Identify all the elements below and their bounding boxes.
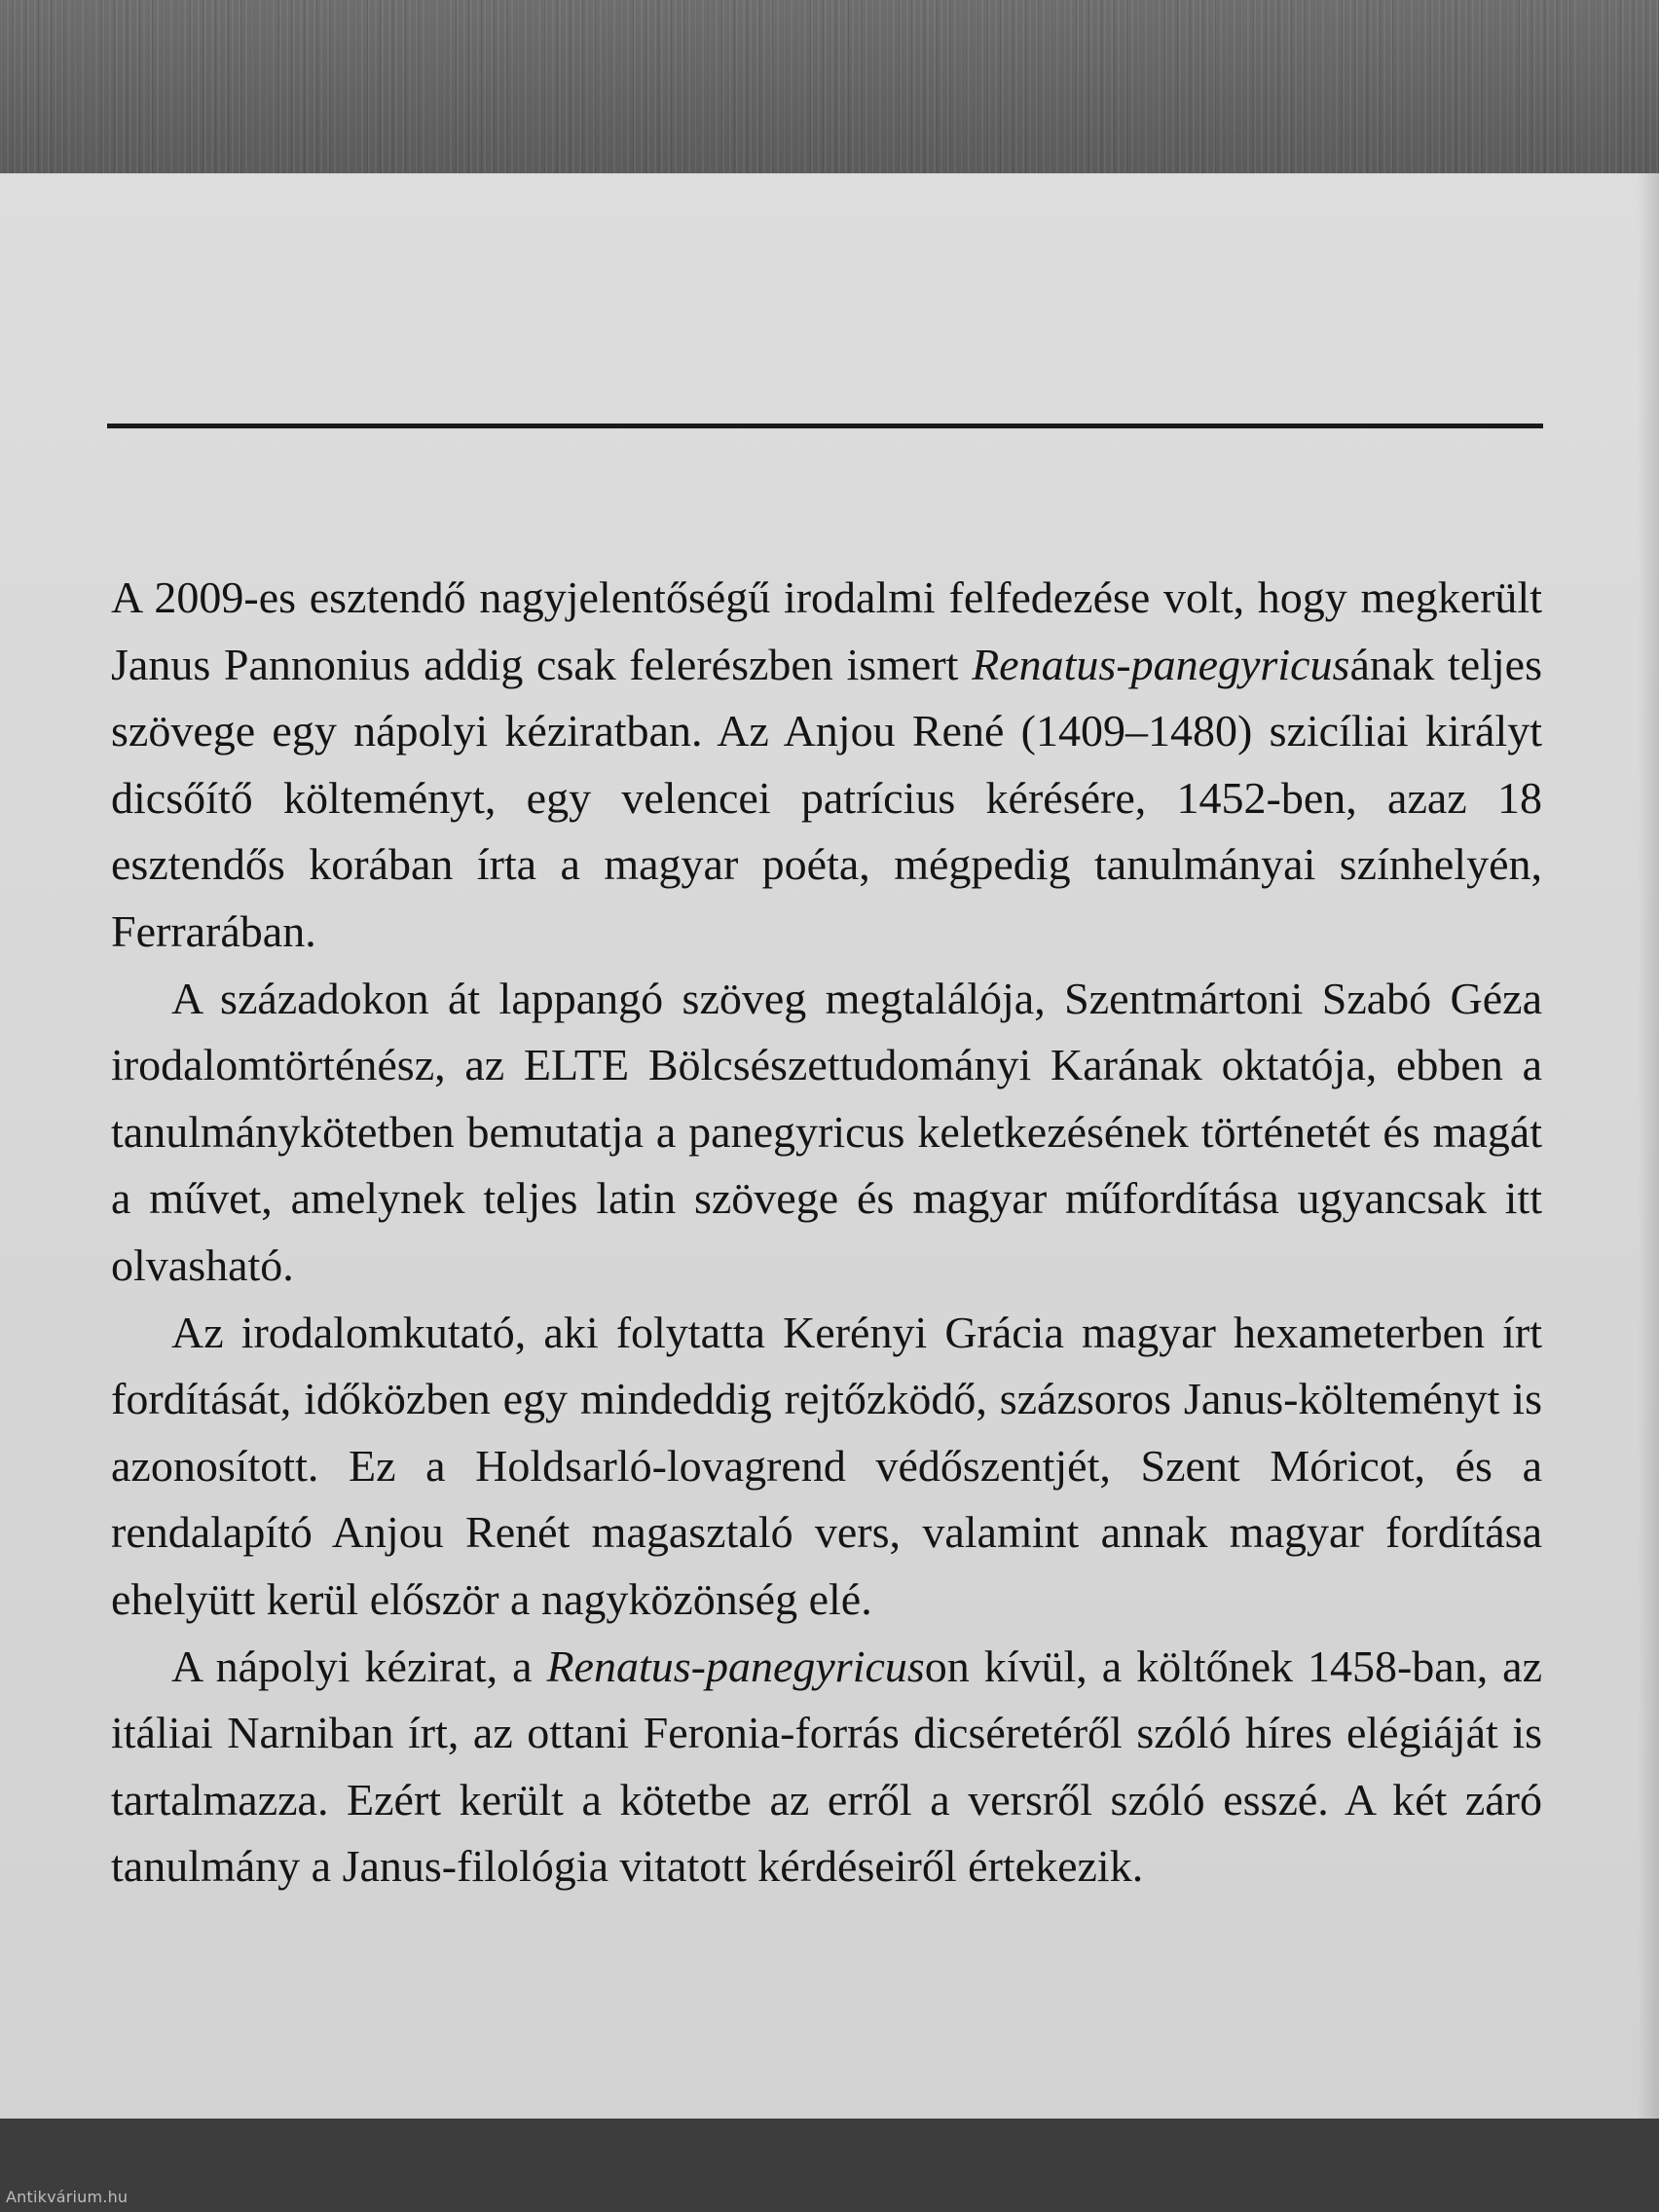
- paragraph-4-text-b: on kívül, a költőnek 1458-ban, az itáliai Narniban írt, az ottani Feronia-forrás dicséretéről szóló híres elégiáját is tartalmazza. Ezért került a kötetbe az erről a versről szóló esszé. A két záró tanulmány a Janus-filológia vitatott kérdéseiről értekezik.: [111, 1641, 1542, 1892]
- blurb-text: [111, 565, 1542, 1900]
- paragraph-1-text-a: A 2009-es esztendő nagyjelentőségű irodalmi felfedezése volt, hogy megkerült Janus Pannonius addig csak felerészben ismert: [111, 572, 1542, 689]
- page-edge-shadow: [1638, 173, 1659, 2119]
- watermark-text: Antikvárium.hu: [6, 2188, 129, 2206]
- paragraph-1: [111, 565, 1542, 966]
- paragraph-1-text-b: ának teljes szövege egy nápolyi kéziratban. Az Anjou René (1409–1480) szicíliai királyt dicsőítő költeményt, egy velencei patrícius kérésére, 1452-ben, azaz 18 esztendős korában írta a magyar poéta, mégpedig tanulmányai színhelyén, Ferrarában.: [111, 639, 1542, 956]
- background-surface-top: [0, 0, 1659, 180]
- paragraph-4-text-a: A nápolyi kézirat, a: [171, 1641, 547, 1691]
- horizontal-rule: [107, 424, 1543, 428]
- background-surface-bottom: [0, 2119, 1659, 2212]
- paragraph-4: [111, 1634, 1542, 1900]
- paragraph-1-title-italic: Renatus-panegyricus: [972, 639, 1350, 689]
- paragraph-2: [111, 966, 1542, 1300]
- paragraph-4-title-italic: Renatus-panegyricus: [546, 1641, 925, 1691]
- paragraph-3-text: Az irodalomkutató, aki folytatta Kerényi Grácia magyar hexameterben írt fordítását, időközben egy mindeddig rejtőzködő, százsoros Janus-költeményt is azonosított. Ez a Holdsarló-lovagrend védőszentjét, Szent Móricot, és a rendalapító Anjou Renét magasztaló vers, valamint annak magyar fordítása ehelyütt kerül először a nagyközönség elé.: [111, 1307, 1542, 1624]
- paragraph-2-text: A századokon át lappangó szöveg megtalálója, Szentmártoni Szabó Géza irodalomtörténész, az ELTE Bölcsészettudományi Karának oktatója, ebben a tanulmánykötetben bemutatja a panegyricus keletkezésének történetét és magát a művet, amelynek teljes latin szövege és magyar műfordítása ugyancsak itt olvasható.: [111, 973, 1542, 1290]
- paragraph-3: [111, 1300, 1542, 1634]
